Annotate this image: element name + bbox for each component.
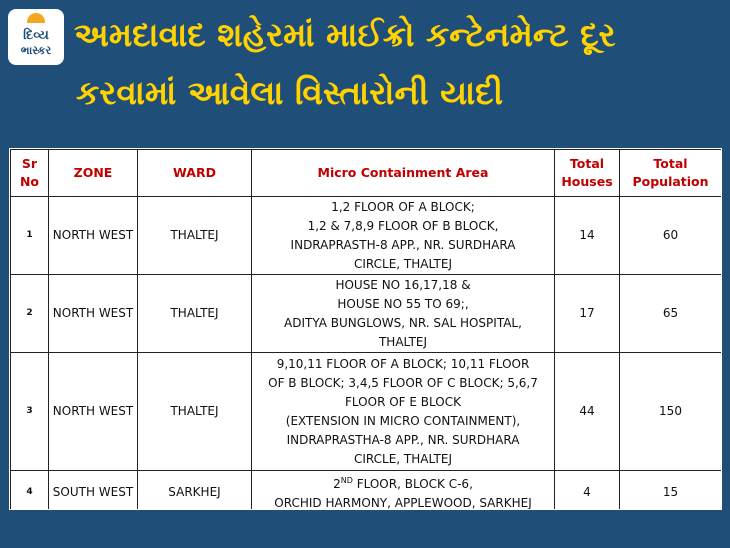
area-floor-number: 2 <box>333 477 341 491</box>
cell-houses: 17 <box>555 275 620 353</box>
cell-area <box>252 275 555 353</box>
header-total-houses: Total Houses <box>555 150 620 197</box>
area-line: ORCHID HARMONY, APPLEWOOD, SARKHEJ <box>274 496 532 510</box>
table-header-row <box>11 150 722 197</box>
cell-zone: NORTH WEST <box>49 197 138 275</box>
cell-houses: 14 <box>555 197 620 275</box>
area-line: FLOOR OF E BLOCK <box>345 394 461 409</box>
table-row <box>11 353 722 471</box>
containment-table <box>10 149 722 510</box>
area-line: CIRCLE, THALTEJ <box>354 451 452 466</box>
area-line: INDRAPRASTH-8 APP., NR. SURDHARA <box>290 237 516 252</box>
headline-line1: અમદાવાદ શહેરમાં માઈક્રો કન્ટેનમેન્ટ દૂર <box>74 15 616 54</box>
header-ward: WARD <box>138 150 252 197</box>
headline-line2: કરવામાં આવેલા વિસ્તારોની યાદી <box>76 73 504 112</box>
area-line: THALTEJ <box>378 334 428 349</box>
cell-ward: SARKHEJ <box>138 471 252 511</box>
cell-population: 60 <box>620 197 722 275</box>
table-row <box>11 275 722 353</box>
area-line: HOUSE NO 16,17,18 & <box>335 277 471 292</box>
cell-sr: 3 <box>11 353 49 471</box>
cell-zone: SOUTH WEST <box>49 471 138 511</box>
area-line-rest: FLOOR, BLOCK C-6, <box>352 477 473 491</box>
cell-sr: 4 <box>11 471 49 511</box>
cell-population: 15 <box>620 471 722 511</box>
cell-area <box>252 471 555 511</box>
cell-population: 65 <box>620 275 722 353</box>
bottom-divider <box>9 510 720 516</box>
area-line <box>254 471 552 494</box>
area-floor-suffix: ND <box>340 476 353 485</box>
cell-houses: 44 <box>555 353 620 471</box>
divya-bhaskar-logo <box>8 9 64 65</box>
area-line: HOUSE NO 55 TO 69;, <box>337 296 469 311</box>
area-line: (EXTENSION IN MICRO CONTAINMENT), <box>285 413 521 428</box>
cell-zone: NORTH WEST <box>49 275 138 353</box>
area-line: ADITYA BUNGLOWS, NR. SAL HOSPITAL, <box>284 315 522 330</box>
cell-ward: THALTEJ <box>138 197 252 275</box>
cell-zone: NORTH WEST <box>49 353 138 471</box>
header-total-population: Total Population <box>620 150 722 197</box>
cell-area <box>252 197 555 275</box>
logo-text-line1: દિવ્ય <box>23 27 49 43</box>
headline <box>74 6 724 122</box>
area-line: OF B BLOCK; 3,4,5 FLOOR OF C BLOCK; 5,6,7 <box>268 375 538 390</box>
cell-ward: THALTEJ <box>138 353 252 471</box>
area-line: 1,2 FLOOR OF A BLOCK; <box>331 199 475 214</box>
table-row <box>11 471 722 511</box>
area-line: CIRCLE, THALTEJ <box>354 256 452 271</box>
cell-area <box>252 353 555 471</box>
area-line: INDRAPRASTHA-8 APP., NR. SURDHARA <box>286 432 520 447</box>
header-zone: ZONE <box>49 150 138 197</box>
cell-houses: 4 <box>555 471 620 511</box>
logo-text-line2: ભાસ્કર <box>20 43 52 57</box>
cell-population: 150 <box>620 353 722 471</box>
containment-table-container <box>9 148 722 510</box>
cell-ward: THALTEJ <box>138 275 252 353</box>
header-sr-no: Sr No <box>11 150 49 197</box>
area-line: 9,10,11 FLOOR OF A BLOCK; 10,11 FLOOR <box>276 356 530 371</box>
area-line: 1,2 & 7,8,9 FLOOR OF B BLOCK, <box>307 218 499 233</box>
cell-sr: 2 <box>11 275 49 353</box>
header-area: Micro Containment Area <box>252 150 555 197</box>
table-row <box>11 197 722 275</box>
cell-sr: 1 <box>11 197 49 275</box>
sun-logo-icon <box>27 13 45 23</box>
